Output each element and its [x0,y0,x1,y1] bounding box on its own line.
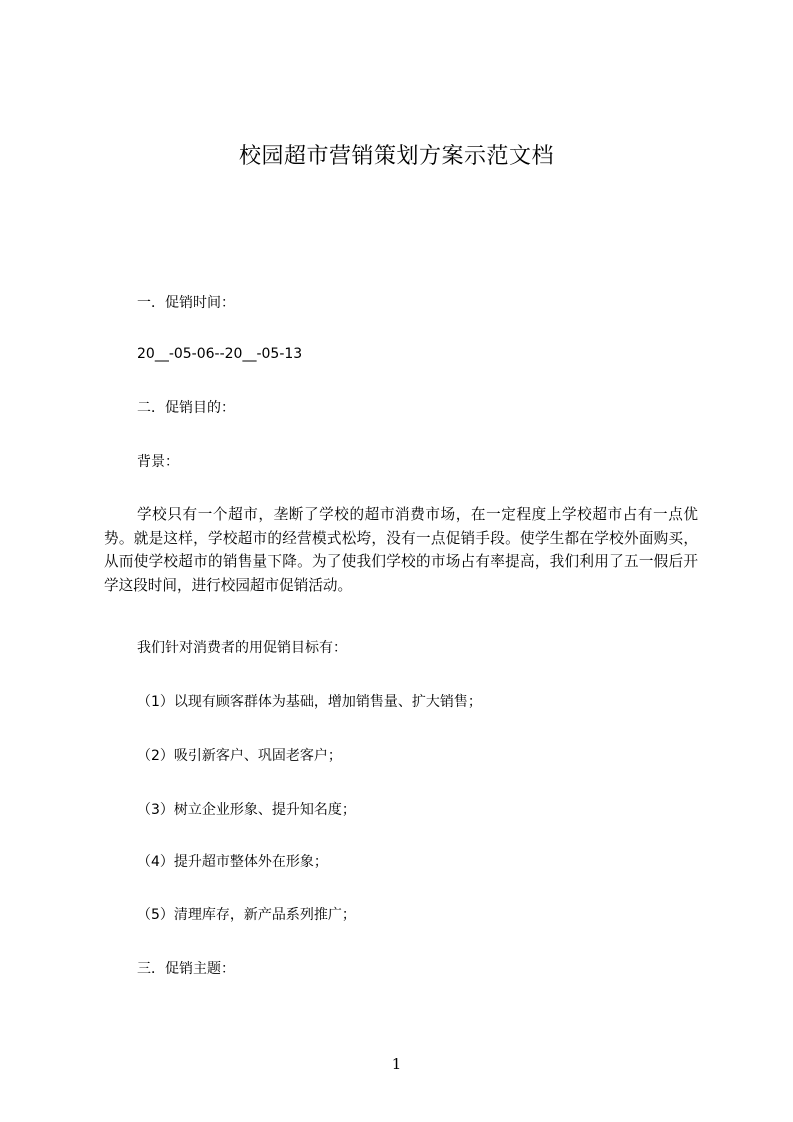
document-title: 校园超市营销策划方案示范文档 [238,144,554,169]
background-paragraph: 学校只有一个超市，垄断了学校的超市消费市场，在一定程度上学校超市占有一点优势。就是这样，学校超市的经营模式松垮，没有一点促销手段。使学生都在学校外面购买，从而使学校超市的销售量下降。为了使我们学校的市场占有率提高，我们利用了五一假后开学这段时间，进行校园超市促销活动。 [104,506,698,594]
goal-item: （4）提升超市整体外在形象； [137,854,328,870]
promotion-date-range: 20__-05-06--20__-05-13 [137,346,303,362]
goals-intro: 我们针对消费者的用促销目标有： [137,640,347,656]
goal-item: （2）吸引新客户、巩固老客户； [137,748,342,764]
section-heading-promotion-theme: 三．促销主题： [137,961,235,977]
goal-item: （5）清理库存，新产品系列推广； [137,907,356,923]
goal-item: （1）以现有顾客群体为基础，增加销售量、扩大销售； [137,694,482,710]
page-number: 1 [391,1055,402,1073]
section-heading-promotion-time: 一．促销时间： [137,295,235,311]
goal-item: （3）树立企业形象、提升知名度； [137,802,356,818]
background-label: 背景： [137,454,179,470]
section-heading-promotion-purpose: 二．促销目的： [137,400,235,416]
